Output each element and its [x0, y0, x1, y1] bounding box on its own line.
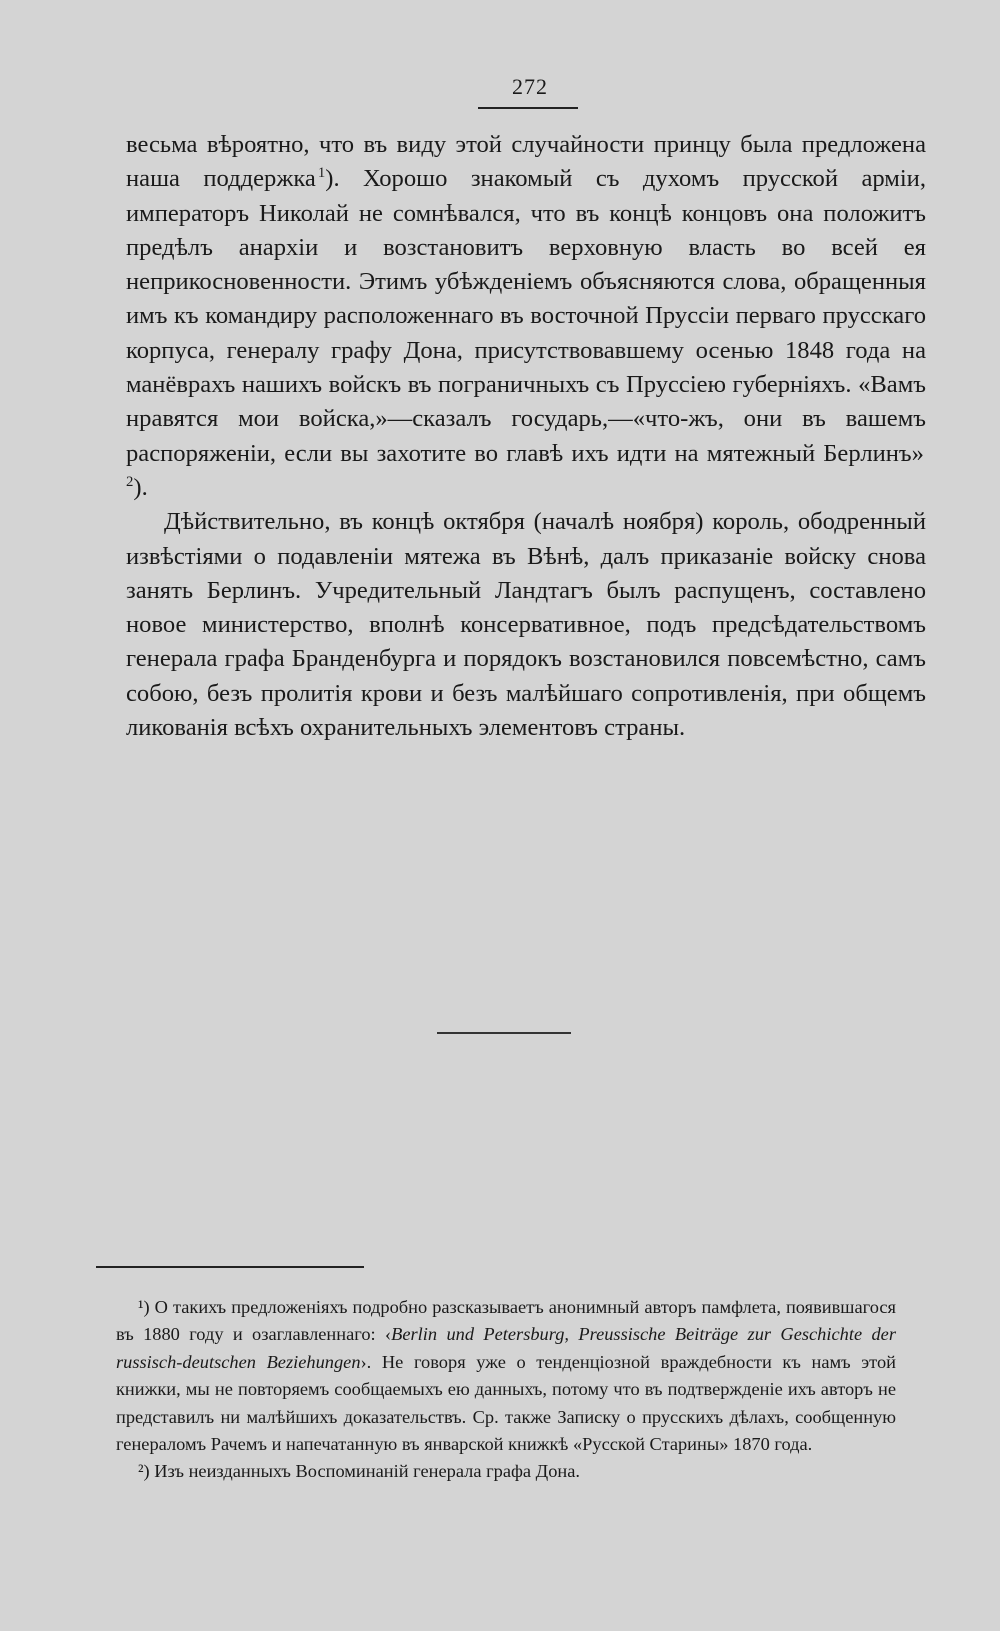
footnote-rule [96, 1266, 364, 1268]
paragraph-1-continued: ). Хорошо знакомый съ духомъ прусской арміи, императоръ Николай не сомнѣвался, что въ концѣ концовъ она положитъ предѣлъ анархіи и возстановитъ верховную власть во всей ея неприкосновенности. Этимъ убѣжденіемъ объясняются слова, обращенныя имъ къ командиру расположеннаго въ восточной Пруссіи перваго прусскаго корпуса, генералу графу Дона, присутствовавшему осенью 1848 года на манёврахъ нашихъ войскъ въ пограничныхъ съ Пруссіею губерніяхъ. «Вамъ нравятся мои войска,»—сказалъ государь,—«что-жъ, они въ вашемъ распоряженіи, если вы захотите во главѣ ихъ идти на мятежный Берлинъ» [126, 165, 926, 467]
footnote-2 [116, 1458, 896, 1485]
section-divider [437, 1032, 571, 1034]
footnote-1-text-a: О такихъ предложеніяхъ подробно разсказываетъ анонимный авторъ памфлета, появившагося въ 1880 году и озаглавленнаго: ‹ [116, 1297, 896, 1345]
footnotes [116, 1294, 896, 1486]
main-text [126, 128, 926, 745]
footnote-1 [116, 1294, 896, 1458]
header-rule [478, 107, 578, 109]
footnote-2-text: Изъ неизданныхъ Воспоминаній генерала графа Дона. [154, 1461, 581, 1482]
paragraph-2: Дѣйствительно, въ концѣ октября (началѣ ноября) король, ободренный извѣстіями о подавленіи мятежа въ Вѣнѣ, далъ приказаніе войску снова занять Берлинъ. Учредительный Ландтагъ былъ распущенъ, составлено новое министерство, вполнѣ консервативное, подъ предсѣдательствомъ генерала графа Бранденбурга и порядокъ возстановился повсемѣстно, самъ собою, безъ пролитія крови и безъ малѣйшаго сопротивленія, при общемъ ликованія всѣхъ охранительныхъ элементовъ страны. [126, 508, 926, 742]
page-number: 272 [512, 74, 548, 99]
footnote-1-title: Berlin und Petersburg, Preussische Beiträge zur Geschichte der russisch-deutschen Beziehungen [116, 1324, 896, 1372]
paragraph-1 [126, 128, 926, 505]
paragraph-1-text: весьма вѣроятно, что въ виду этой случайности принцу была предложена наша поддержка [126, 131, 926, 193]
footnote-ref-1: 1 [317, 165, 326, 182]
paragraph-1-end: ). [133, 473, 148, 501]
footnote-ref-2: 2 [126, 473, 134, 490]
footnote-1-marker: ¹) [138, 1297, 150, 1317]
footnote-1-text-b: ›. Не говоря уже о тенденціозной враждебности къ намъ этой книжки, мы не повторяемъ сообщаемыхъ ею данныхъ, потому что въ подтвержденіе ихъ авторъ не представилъ ни малѣйшихъ доказательствъ. Ср. также Записку о прусскихъ дѣлахъ, сообщенную генераломъ Рачемъ и напечатанную въ январской книжкѣ «Русской Старины» 1870 года. [116, 1351, 896, 1455]
footnote-2-marker: ²) [138, 1461, 150, 1482]
